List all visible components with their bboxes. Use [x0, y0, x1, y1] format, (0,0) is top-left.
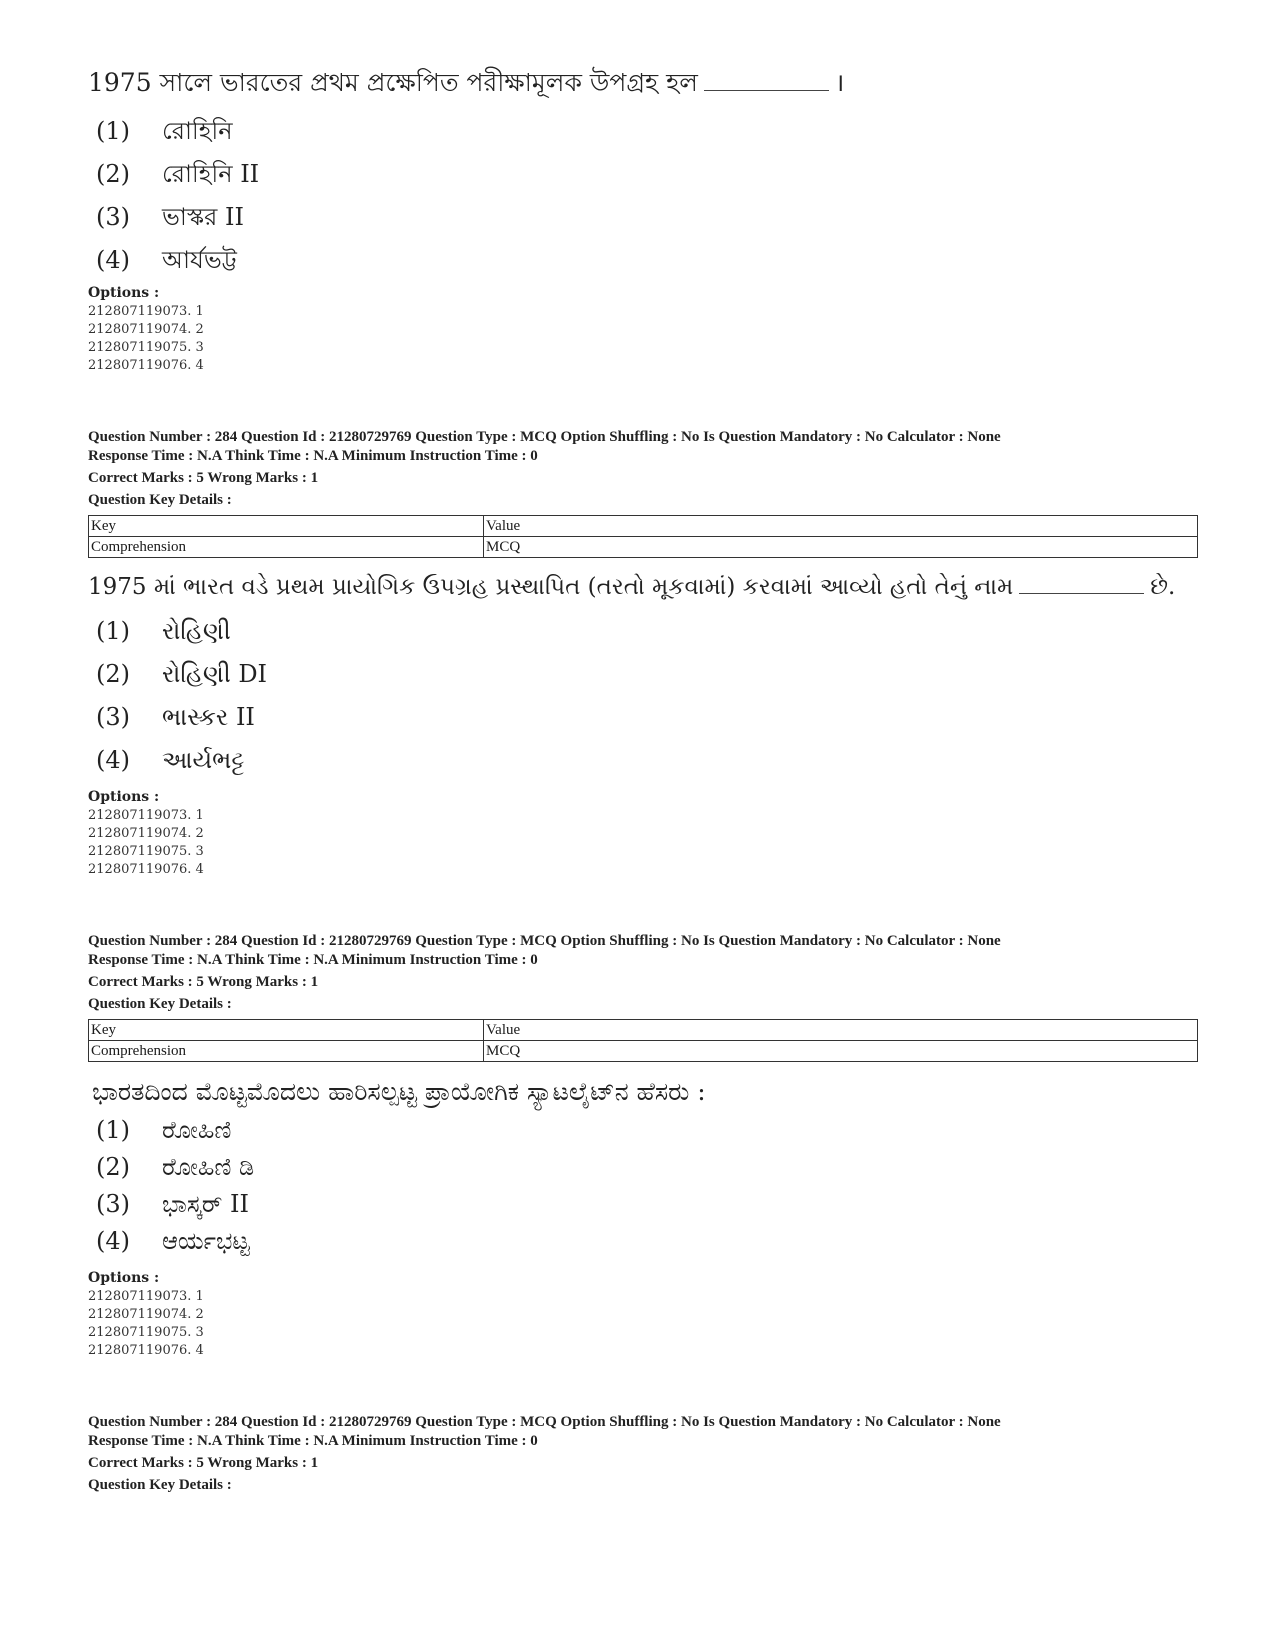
option-row	[96, 1227, 250, 1255]
option-number: (2)	[96, 660, 130, 688]
question-meta	[88, 932, 1198, 1014]
question-meta	[88, 1413, 1198, 1495]
question-text-gujarati	[88, 570, 1198, 604]
options-list	[88, 1268, 1198, 1360]
question-end: ।	[834, 68, 845, 97]
option-row	[96, 242, 237, 282]
option-number: (3)	[96, 1190, 130, 1218]
table-cell: MCQ	[484, 537, 1198, 558]
key-details-table	[88, 515, 1198, 558]
meta-line: Correct Marks : 5 Wrong Marks : 1	[88, 974, 319, 990]
table-row	[89, 1020, 1198, 1041]
option-row	[96, 617, 231, 645]
question-text: 1975 সালে ভারতের প্রথম প্রক্ষেপিত পরীক্ষামূলক উপগ্রহ হল	[88, 68, 698, 97]
question-text: 1975 માં ભારત વડે પ્રથમ પ્રાયોગિક ઉપગ્રહ પ્રસ્થાપિત (તરતો મૂકવામાં) કરવામાં આવ્યો હતો તેનું નામ	[88, 574, 1014, 600]
meta-line: Question Key Details :	[88, 1477, 232, 1493]
meta-line: Question Key Details :	[88, 492, 232, 508]
table-header-cell: Key	[89, 516, 484, 537]
option-row	[96, 660, 267, 688]
table-row	[89, 516, 1198, 537]
meta-line: Question Number : 284 Question Id : 21280729769 Question Type : MCQ Option Shuffling : No Is Question Mandatory : No Calculator : None	[88, 1414, 1001, 1430]
table-cell: Comprehension	[89, 537, 484, 558]
option-id: 212807119075. 3	[88, 340, 204, 355]
option-id: 212807119073. 1	[88, 304, 204, 319]
option-label: રોહિણી DI	[162, 660, 268, 688]
option-row	[96, 156, 259, 196]
option-row	[96, 113, 233, 153]
option-number: (4)	[96, 1227, 130, 1255]
option-row	[96, 1190, 249, 1218]
table-row	[89, 537, 1198, 558]
key-details-table	[88, 1019, 1198, 1062]
meta-line: Question Number : 284 Question Id : 21280729769 Question Type : MCQ Option Shuffling : No Is Question Mandatory : No Calculator : None	[88, 429, 1001, 445]
option-number: (1)	[96, 617, 130, 645]
option-number: (2)	[96, 1153, 130, 1181]
answer-blank	[704, 68, 829, 91]
option-id: 212807119073. 1	[88, 808, 204, 823]
table-header-cell: Value	[484, 516, 1198, 537]
option-row	[96, 703, 255, 731]
option-row	[96, 1116, 231, 1144]
meta-line: Response Time : N.A Think Time : N.A Minimum Instruction Time : 0	[88, 1433, 538, 1449]
options-heading: Options :	[88, 285, 160, 301]
option-row	[96, 1153, 254, 1181]
meta-line: Correct Marks : 5 Wrong Marks : 1	[88, 1455, 319, 1471]
meta-line: Question Key Details :	[88, 996, 232, 1012]
option-label: ભાસ્કર II	[162, 703, 255, 731]
options-list	[88, 787, 1198, 879]
meta-line: Response Time : N.A Think Time : N.A Minimum Instruction Time : 0	[88, 952, 538, 968]
option-id: 212807119076. 4	[88, 1343, 204, 1358]
meta-line: Question Number : 284 Question Id : 21280729769 Question Type : MCQ Option Shuffling : No Is Question Mandatory : No Calculator : None	[88, 933, 1001, 949]
question-meta	[88, 428, 1198, 510]
options-list	[88, 283, 1198, 375]
table-header-cell: Value	[484, 1020, 1198, 1041]
option-id: 212807119074. 2	[88, 826, 204, 841]
option-id: 212807119073. 1	[88, 1289, 204, 1304]
option-id: 212807119075. 3	[88, 844, 204, 859]
option-label: রোহিনি II	[162, 160, 260, 188]
question-text-kannada	[92, 1075, 1202, 1109]
option-label: রোহিনি	[162, 117, 233, 145]
option-label: ರೋಹಿಣಿ ಡಿ	[162, 1153, 255, 1181]
option-number: (1)	[96, 1116, 130, 1144]
option-id: 212807119074. 2	[88, 322, 204, 337]
option-label: આર્યભટ્ટ	[162, 746, 245, 774]
option-number: (3)	[96, 203, 130, 231]
option-label: ಆರ್ಯಭಟ್ಟ	[162, 1227, 250, 1255]
option-label: રોહિણી	[162, 617, 231, 645]
option-number: (4)	[96, 746, 130, 774]
question-end: છે.	[1150, 574, 1176, 600]
options-heading: Options :	[88, 789, 160, 805]
table-cell: MCQ	[484, 1041, 1198, 1062]
question-text: ಭಾರತದಿಂದ ಮೊಟ್ಟಮೊದಲು ಹಾರಿಸಲ್ಪಟ್ಟ ಪ್ರಾಯೋಗಿಕ ಸ್ಯಾಟಲೈಟ್‌ನ ಹೆಸರು :	[92, 1077, 706, 1106]
meta-line: Correct Marks : 5 Wrong Marks : 1	[88, 470, 319, 486]
option-id: 212807119074. 2	[88, 1307, 204, 1322]
option-number: (3)	[96, 703, 130, 731]
option-id: 212807119075. 3	[88, 1325, 204, 1340]
option-number: (2)	[96, 160, 130, 188]
option-label: আর্যভট্ট	[162, 246, 237, 274]
option-label: ರೋಹಿಣಿ	[162, 1116, 232, 1144]
meta-line: Response Time : N.A Think Time : N.A Minimum Instruction Time : 0	[88, 448, 538, 464]
options-heading: Options :	[88, 1270, 160, 1286]
table-row	[89, 1041, 1198, 1062]
option-id: 212807119076. 4	[88, 862, 204, 877]
option-row	[96, 199, 244, 239]
option-label: ಭಾಸ್ಕರ್ II	[162, 1190, 249, 1218]
option-number: (4)	[96, 246, 130, 274]
option-row	[96, 746, 244, 774]
table-cell: Comprehension	[89, 1041, 484, 1062]
question-text-bengali	[88, 66, 1198, 100]
option-number: (1)	[96, 117, 130, 145]
answer-blank	[1019, 571, 1144, 594]
option-id: 212807119076. 4	[88, 358, 204, 373]
option-label: ভাস্কর II	[162, 203, 244, 231]
table-header-cell: Key	[89, 1020, 484, 1041]
